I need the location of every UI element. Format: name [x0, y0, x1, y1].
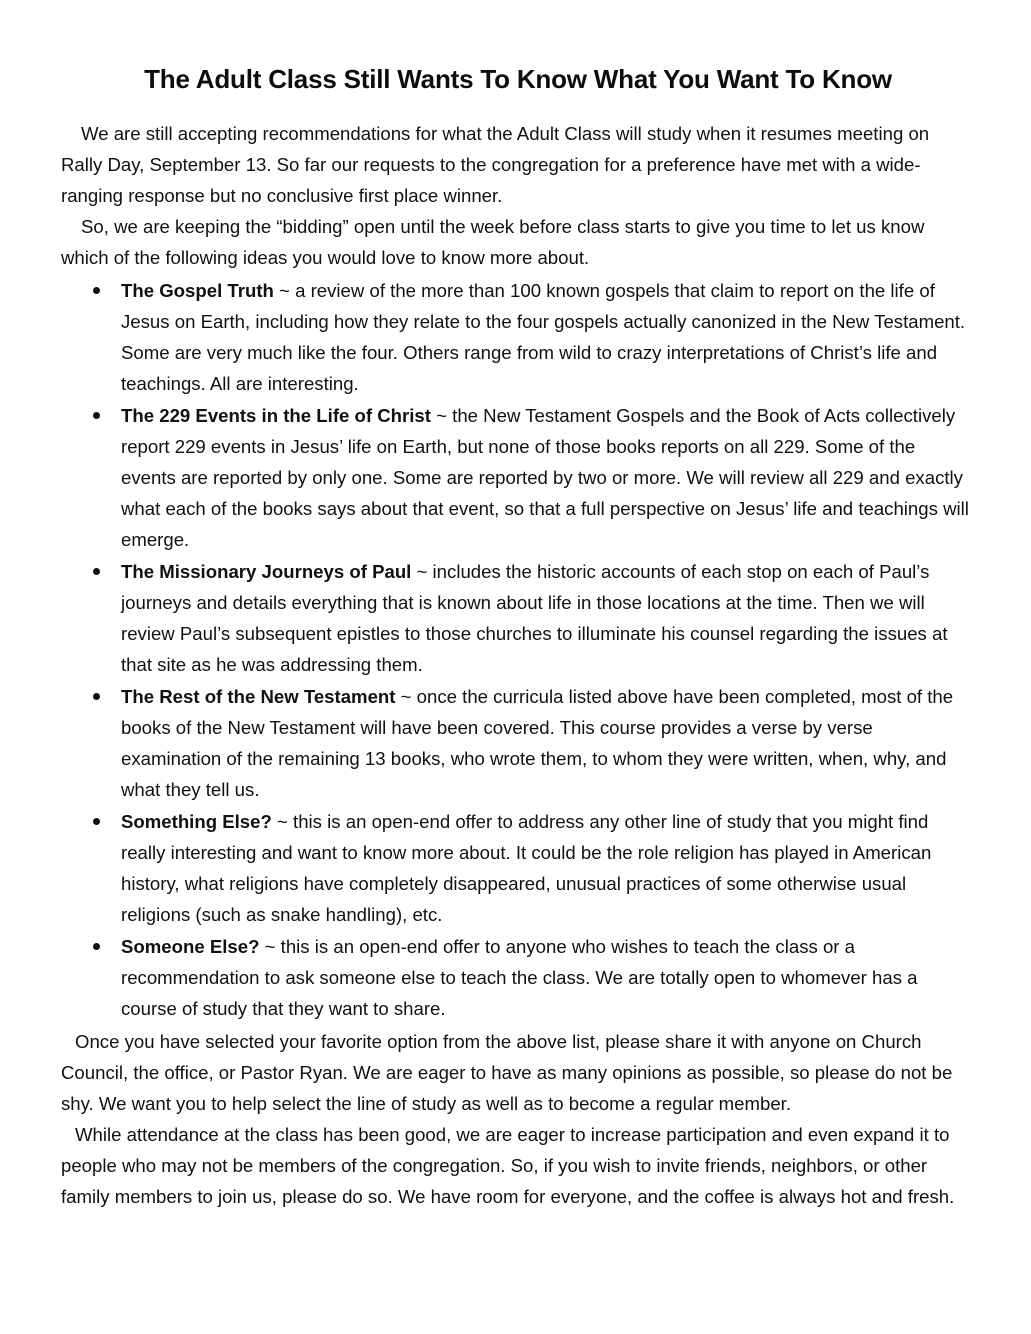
- option-title: The Gospel Truth: [121, 280, 274, 301]
- page-title: The Adult Class Still Wants To Know What You Want To Know: [144, 64, 892, 94]
- option-description: ~ once the curricula listed above have been completed, most of the books of the New Testament will have been covered. This course provides a verse by verse examination of the remaining 13 books, who wrote them, to whom they were written, when, why, and what they tell us.: [121, 686, 954, 800]
- bullet-icon: [93, 287, 100, 294]
- bullet-icon: [93, 818, 100, 825]
- option-description: ~ this is an open-end offer to address any other line of study that you might find really interesting and want to know more about. It could be the role religion has played in American history, what religions have completely disappeared, unusual practices of some otherwise usual religions (such as snake handling), etc.: [121, 811, 932, 925]
- closing-paragraph: While attendance at the class has been good, we are eager to increase participation and even expand it to people who may not be members of the congregation. So, if you wish to invite friends, neighbors, or other family members to join us, please do so. We have room for everyone, and the coffee is always hot and fresh.: [61, 1124, 955, 1207]
- list-item: [61, 556, 975, 680]
- bullet-icon: [93, 568, 100, 575]
- bullet-icon: [93, 943, 100, 950]
- option-title: The Rest of the New Testament: [121, 686, 396, 707]
- intro-paragraph: So, we are keeping the “bidding” open until the week before class starts to give you time to let us know which of the following ideas you would love to know more about.: [61, 216, 925, 268]
- bullet-icon: [93, 693, 100, 700]
- option-title: The Missionary Journeys of Paul: [121, 561, 412, 582]
- intro-paragraph: We are still accepting recommendations for what the Adult Class will study when it resumes meeting on Rally Day, September 13. So far our requests to the congregation for a preference have met with a wide-ranging response but no conclusive first place winner.: [61, 123, 930, 206]
- option-description: ~ a review of the more than 100 known gospels that claim to report on the life of Jesus on Earth, including how they relate to the four gospels actually canonized in the New Testament. Some are very much like the four. Others range from wild to crazy interpretations of Christ’s life and teachings. All are interesting.: [121, 280, 966, 394]
- option-title: The 229 Events in the Life of Christ: [121, 405, 431, 426]
- closing-paragraph: Once you have selected your favorite option from the above list, please share it with anyone on Church Council, the office, or Pastor Ryan. We are eager to have as many opinions as possible, so please do not be shy. We want you to help select the line of study as well as to become a regular member.: [61, 1031, 953, 1114]
- list-item: [61, 931, 975, 1024]
- option-title: Someone Else?: [121, 936, 260, 957]
- list-item: [61, 275, 975, 399]
- list-item: [61, 806, 975, 930]
- list-item: [61, 400, 975, 555]
- option-description: ~ the New Testament Gospels and the Book of Acts collectively report 229 events in Jesus’ life on Earth, but none of those books reports on all 229. Some of the events are reported by only one. Some are reported by two or more. We will review all 229 and exactly what each of the books says about that event, so that a full perspective on Jesus’ life and teachings will emerge.: [121, 405, 969, 550]
- list-item: [61, 681, 975, 805]
- bullet-icon: [93, 412, 100, 419]
- option-description: ~ this is an open-end offer to anyone who wishes to teach the class or a recommendation to ask someone else to teach the class. We are totally open to whomever has a course of study that they want to share.: [121, 936, 918, 1019]
- study-options-list: [61, 275, 975, 1024]
- option-title: Something Else?: [121, 811, 272, 832]
- option-description: ~ includes the historic accounts of each stop on each of Paul’s journeys and details everything that is known about life in those locations at the time. Then we will review Paul’s subsequent epistles to those churches to illuminate his counsel regarding the issues at that site as he was addressing them.: [121, 561, 948, 675]
